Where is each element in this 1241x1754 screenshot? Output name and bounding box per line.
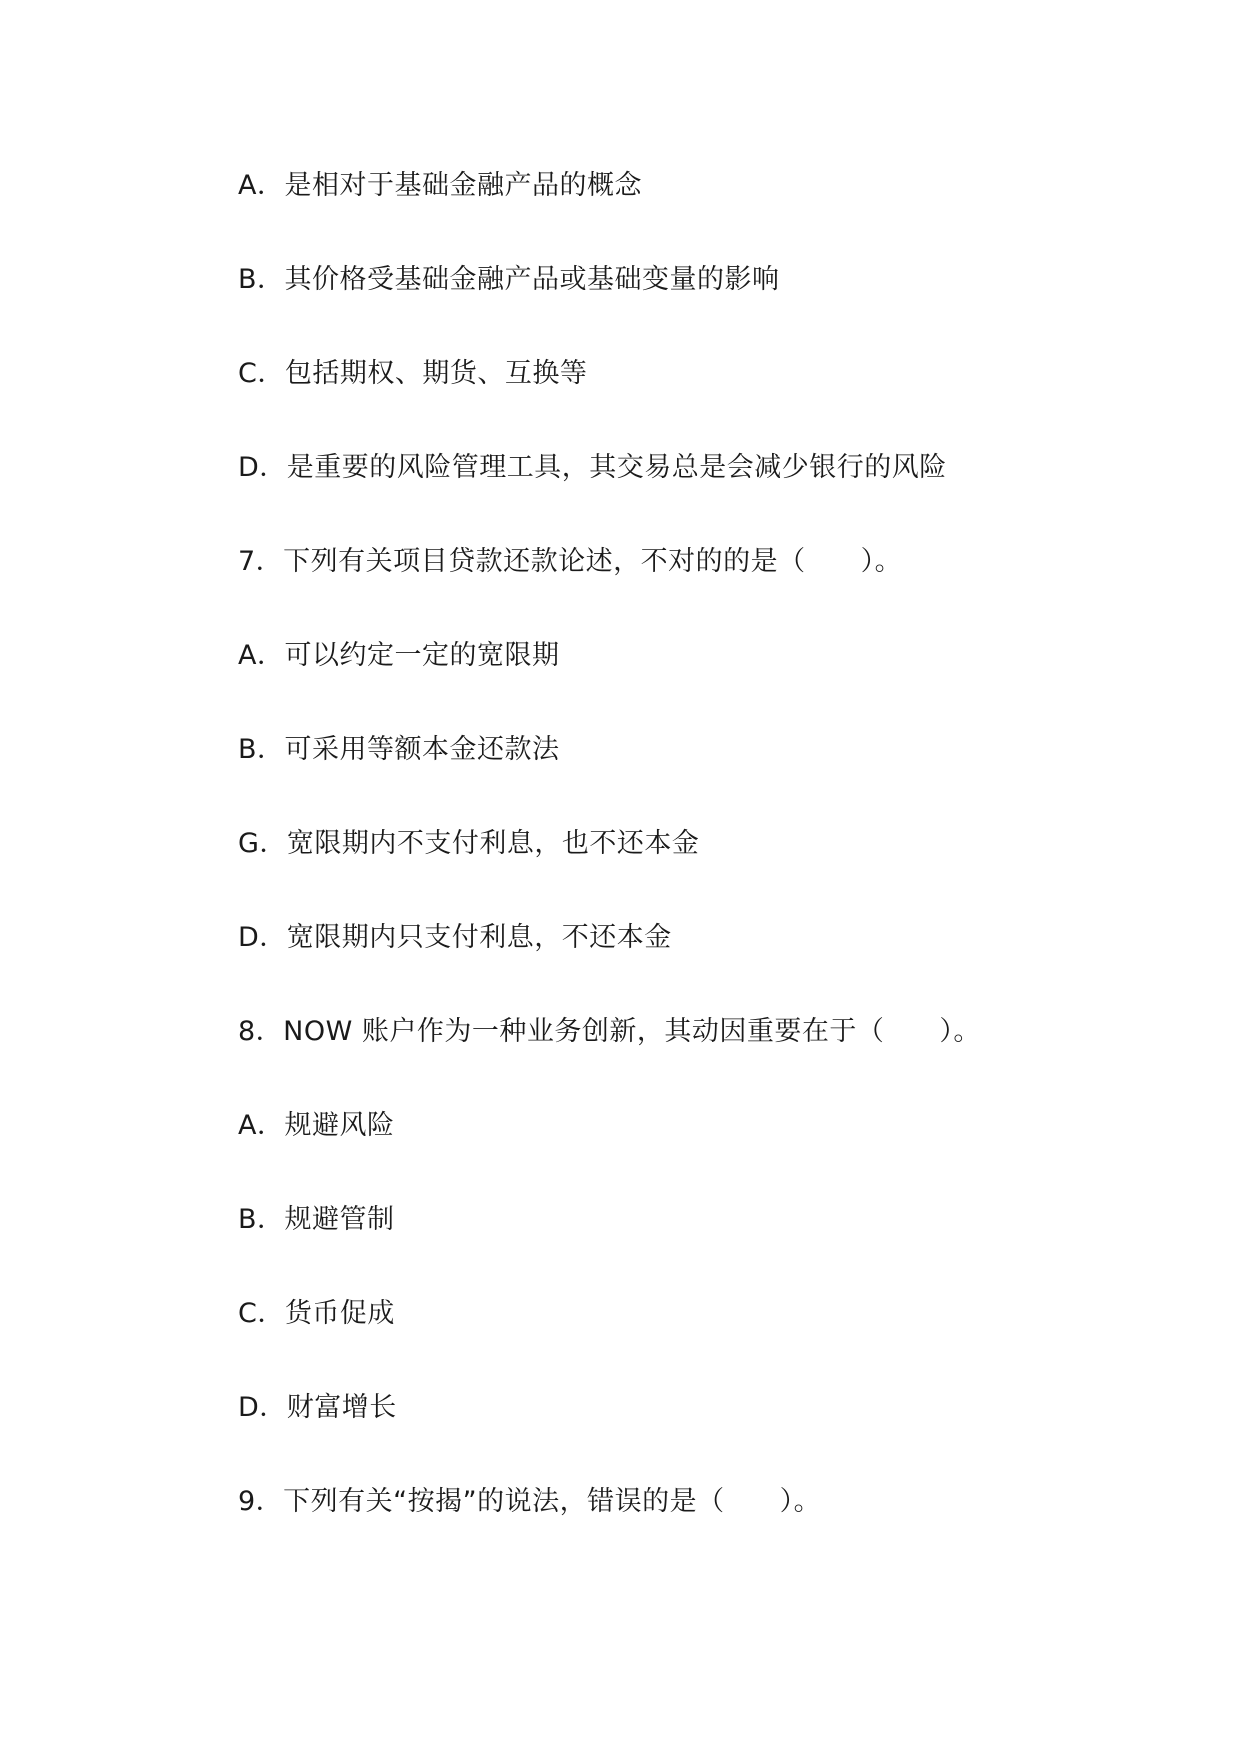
option-b-q7: B．可采用等额本金还款法 xyxy=(238,734,560,765)
option-a-q7: A．可以约定一定的宽限期 xyxy=(238,640,560,671)
option-c-q8: C．货币促成 xyxy=(238,1298,395,1329)
option-a-q6: A．是相对于基础金融产品的概念 xyxy=(238,170,642,201)
question-8: 8．NOW 账户作为一种业务创新，其动因重要在于（ ）。 xyxy=(238,1016,981,1047)
question-7: 7．下列有关项目贷款还款论述，不对的的是（ ）。 xyxy=(238,546,903,577)
option-c-q7: G．宽限期内不支付利息，也不还本金 xyxy=(238,828,700,859)
option-c-q6: C．包括期权、期货、互换等 xyxy=(238,358,588,389)
option-d-q8: D．财富增长 xyxy=(238,1392,397,1423)
option-b-q8: B．规避管制 xyxy=(238,1204,395,1235)
option-a-q8: A．规避风险 xyxy=(238,1110,395,1141)
option-b-q6: B．其价格受基础金融产品或基础变量的影响 xyxy=(238,264,780,295)
option-d-q7: D．宽限期内只支付利息，不还本金 xyxy=(238,922,672,953)
option-d-q6: D．是重要的风险管理工具，其交易总是会减少银行的风险 xyxy=(238,452,947,483)
question-9: 9．下列有关“按揭”的说法，错误的是（ ）。 xyxy=(238,1486,822,1517)
